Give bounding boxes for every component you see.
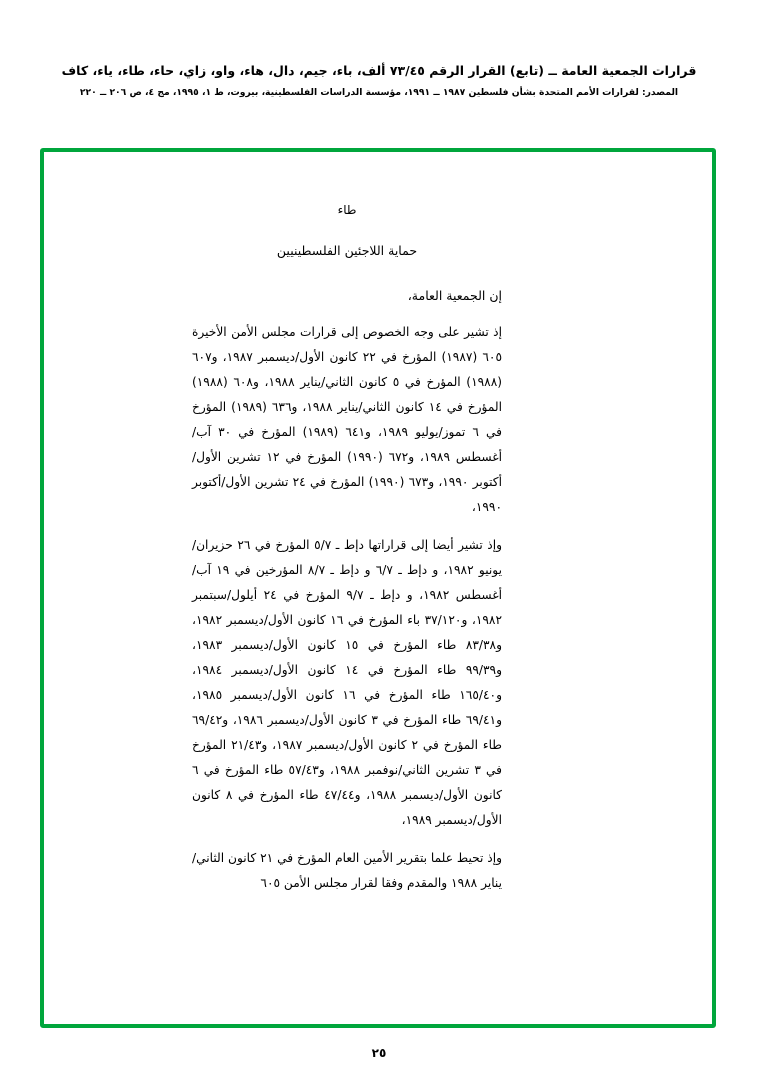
header-source: المصدر: لقرارات الأمم المتحدة بشأن فلسطين ١٩٨٧ ــ ١٩٩١، مؤسسة الدراسات الفلسطينية، بيروت، ط ١، ١٩٩٥، مج ٤، ص ٢٠٦ ــ ٢٢٠ bbox=[79, 86, 679, 98]
page-number: ٢٥ bbox=[371, 1046, 387, 1060]
opening-line: إن الجمعية العامة، bbox=[407, 288, 502, 304]
header-title: قرارات الجمعية العامة ــ (تابع) القرار الرقم ٧٣/٤٥ ألف، باء، جيم، دال، هاء، واو، زاي، حاء، طاء، ياء، كاف bbox=[61, 63, 697, 78]
page-header bbox=[0, 62, 758, 99]
document-body bbox=[192, 200, 502, 909]
paragraph-3: وإذ تحيط علما بتقرير الأمين العام المؤرخ في ٢١ كانون الثاني/يناير ١٩٨٨ والمقدم وفقا لقرار مجلس الأمن ٦٠٥ bbox=[192, 851, 502, 891]
green-content-frame bbox=[40, 148, 716, 1028]
section-letter: طاء bbox=[337, 203, 357, 217]
paragraph-2: وإذ تشير أيضا إلى قراراتها دإط ـ ٥/٧ المؤرخ في ٢٦ حزيران/يونيو ١٩٨٢، و دإط ـ ٦/٧ و دإط ـ ٨/٧ المؤرخين في ١٩ آب/أغسطس ١٩٨٢، و دإط ـ ٩/٧ المؤرخ في ٢٤ أيلول/سبتمبر ١٩٨٢، و٣٧/١٢٠ باء المؤرخ في ١٦ كانون الأول/ديسمبر ١٩٨٢، و٨٣/٣٨ طاء المؤرخ في ١٥ كانون الأول/ديسمبر ١٩٨٣، و٩٩/٣٩ طاء المؤرخ في ١٤ كانون الأول/ديسمبر ١٩٨٤، و١٦٥/٤٠ طاء المؤرخ في ١٦ كانون الأول/ديسمبر ١٩٨٥، و٦٩/٤١ طاء المؤرخ في ٣ كانون الأول/ديسمبر ١٩٨٦، و٦٩/٤٢ طاء المؤرخ في ٢ كانون الأول/ديسمبر ١٩٨٧، و٢١/٤٣ المؤرخ في ٣ تشرين الثاني/نوفمبر ١٩٨٨، و٥٧/٤٣ طاء المؤرخ في ٦ كانون الأول/ديسمبر ١٩٨٨، و٤٧/٤٤ طاء المؤرخ في ٨ كانون الأول/ديسمبر ١٩٨٩، bbox=[192, 538, 503, 828]
section-subtitle: حماية اللاجئين الفلسطينيين bbox=[276, 242, 418, 258]
paragraph-1: إذ تشير على وجه الخصوص إلى قرارات مجلس الأمن الأخيرة ٦٠٥ (١٩٨٧) المؤرخ في ٢٢ كانون الأول/ديسمبر ١٩٨٧، و٦٠٧ (١٩٨٨) المؤرخ في ٥ كانون الثاني/يناير ١٩٨٨، و٦٠٨ (١٩٨٨) المؤرخ في ١٤ كانون الثاني/يناير ١٩٨٨، و٦٣٦ (١٩٨٩) المؤرخ في ٦ تموز/يوليو ١٩٨٩، و٦٤١ (١٩٨٩) المؤرخ في ٣٠ آب/أغسطس ١٩٨٩، و٦٧٢ (١٩٩٠) المؤرخ في ١٢ تشرين الأول/أكتوبر ١٩٩٠، و٦٧٣ (١٩٩٠) المؤرخ في ٢٤ تشرين الأول/أكتوبر ١٩٩٠، bbox=[192, 325, 503, 515]
